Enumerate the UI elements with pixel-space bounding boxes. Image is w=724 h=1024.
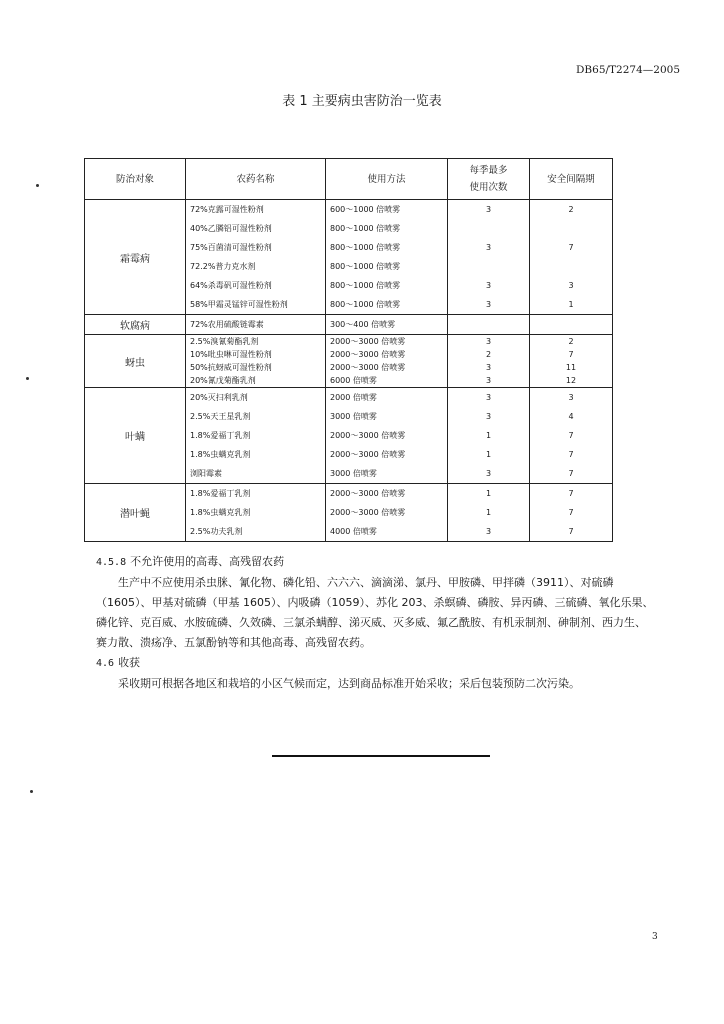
agent-line: 1.8%爱福丁乳剂: [190, 431, 251, 440]
interval-line: 7: [568, 243, 574, 252]
count-line: 3: [485, 412, 492, 421]
header-interval: 安全间隔期: [530, 159, 613, 200]
agent-line: 50%抗蚜威可湿性粉剂: [190, 363, 272, 372]
header-count: [448, 159, 530, 200]
count-line: 1: [485, 450, 492, 459]
agent-line: 72%克露可湿性粉剂: [190, 205, 264, 214]
agent-line: 72.2%普力克水剂: [190, 262, 256, 271]
count-line: 3: [485, 281, 492, 290]
interval-line: 7: [568, 489, 574, 498]
header-target: 防治对象: [85, 159, 186, 200]
interval-cell: [530, 388, 613, 484]
table-body: [85, 200, 613, 542]
interval-line: 4: [568, 412, 574, 421]
pest-target-cell: 软腐病: [85, 315, 186, 335]
interval-line: 7: [568, 350, 574, 359]
method-line: 600～1000 倍喷雾: [330, 205, 401, 214]
section-4-6-heading: [96, 653, 656, 674]
header-count-line2: 使用次数: [469, 182, 508, 193]
interval-line: 7: [568, 450, 574, 459]
interval-line: [530, 315, 612, 334]
agent-line: 64%杀毒矾可湿性粉剂: [190, 281, 272, 290]
table-row: [85, 484, 613, 542]
method-line: 800～1000 倍喷雾: [330, 224, 401, 233]
interval-line: 3: [568, 393, 574, 402]
method-line: 800～1000 倍喷雾: [330, 243, 401, 252]
agent-line: 75%百菌清可湿性粉剂: [190, 243, 272, 252]
count-line: 3: [485, 205, 492, 214]
method-line: 2000～3000 倍喷雾: [330, 450, 406, 459]
agent-line: 2.5%溴氰菊酯乳剂: [190, 337, 259, 346]
agent-line: 72%农用硫酸链霉素: [190, 320, 264, 329]
section-title: 收获: [118, 656, 141, 669]
method-cell: [326, 315, 448, 335]
agent-line: 浏阳霉素: [190, 469, 222, 478]
interval-line: 7: [568, 527, 574, 536]
body-text: [96, 552, 656, 694]
method-line: 2000～3000 倍喷雾: [330, 508, 406, 517]
section-number: 4.5.8: [96, 557, 127, 568]
count-line: 3: [485, 300, 492, 309]
method-line: 3000 倍喷雾: [330, 469, 377, 478]
count-cell: [448, 484, 530, 542]
interval-line: 11: [565, 363, 577, 372]
method-cell: [326, 484, 448, 542]
count-line: 1: [485, 508, 492, 517]
section-4-5-8-paragraph: 生产中不应使用杀虫脒、氰化物、磷化铅、六六六、滴滴涕、氯丹、甲胺磷、甲拌磷（3911）、对硫磷（1605）、甲基对硫磷（甲基 1605）、内吸磷（1059）、苏化 203、杀螟磷、磷胺、异丙磷、三硫磷、氧化乐果、磷化锌、克百威、水胺硫磷、久效磷、三氯杀螨醇、涕灭威、灭多威、氟乙酰胺、有机汞制剂、砷制剂、西力生、赛力散、溃疡净、五氯酚钠等和其他高毒、高残留农药。: [96, 576, 654, 649]
count-line: 3: [485, 376, 492, 385]
count-line: [448, 219, 529, 238]
count-line: 3: [485, 243, 492, 252]
method-line: 3000 倍喷雾: [330, 412, 377, 421]
count-line: 3: [485, 363, 492, 372]
interval-line: 7: [568, 469, 574, 478]
page-number: 3: [652, 932, 658, 942]
document-code: DB65/T2274—2005: [576, 64, 680, 76]
agent-line: 1.8%虫螨克乳剂: [190, 450, 251, 459]
agent-cell: [186, 484, 326, 542]
agent-line: 1.8%虫螨克乳剂: [190, 508, 251, 517]
agent-cell: [186, 315, 326, 335]
count-line: 3: [485, 337, 492, 346]
interval-line: 7: [568, 431, 574, 440]
agent-line: 20%灭扫利乳剂: [190, 393, 248, 402]
interval-line: 2: [568, 205, 574, 214]
agent-cell: [186, 388, 326, 484]
interval-line: [530, 257, 612, 276]
count-cell: [448, 335, 530, 388]
pest-target-cell: 蚜虫: [85, 335, 186, 388]
count-line: [448, 315, 529, 334]
section-4-6-paragraph: 采收期可根据各地区和栽培的小区气候而定，达到商品标准开始采收；采后包装预防二次污染。: [118, 677, 580, 690]
interval-line: 1: [568, 300, 574, 309]
method-line: 2000 倍喷雾: [330, 393, 377, 402]
agent-cell: [186, 200, 326, 315]
table-row: [85, 335, 613, 388]
count-line: 1: [485, 489, 492, 498]
interval-cell: [530, 484, 613, 542]
scan-speck: [26, 377, 29, 380]
method-cell: [326, 335, 448, 388]
scan-speck: [30, 790, 33, 793]
method-line: 6000 倍喷雾: [330, 376, 377, 385]
interval-line: 7: [568, 508, 574, 517]
header-count-line1: 每季最多: [469, 165, 508, 176]
interval-cell: [530, 335, 613, 388]
section-title: 不允许使用的高毒、高残留农药: [130, 555, 285, 568]
agent-line: 10%吡虫啉可湿性粉剂: [190, 350, 272, 359]
count-line: 2: [485, 350, 492, 359]
pest-control-table: [84, 158, 613, 542]
count-line: 3: [485, 469, 492, 478]
method-cell: [326, 200, 448, 315]
method-line: 2000～3000 倍喷雾: [330, 363, 406, 372]
method-line: 4000 倍喷雾: [330, 527, 377, 536]
pest-target-cell: 叶螨: [85, 388, 186, 484]
closing-rule: [272, 755, 490, 757]
agent-line: 58%甲霜灵锰锌可湿性粉剂: [190, 300, 288, 309]
table-title: 表 1 主要病虫害防治一览表: [282, 94, 442, 109]
interval-line: 2: [568, 337, 574, 346]
agent-line: 40%乙膦铝可湿性粉剂: [190, 224, 272, 233]
table-row: [85, 200, 613, 315]
count-cell: [448, 200, 530, 315]
count-line: [448, 257, 529, 276]
agent-line: 2.5%功夫乳剂: [190, 527, 243, 536]
method-line: 2000～3000 倍喷雾: [330, 350, 406, 359]
agent-cell: [186, 335, 326, 388]
header-agent: 农药名称: [186, 159, 326, 200]
scan-speck: [36, 184, 39, 187]
method-line: 800～1000 倍喷雾: [330, 262, 401, 271]
count-line: 3: [485, 393, 492, 402]
method-line: 800～1000 倍喷雾: [330, 281, 401, 290]
count-cell: [448, 388, 530, 484]
section-number: 4.6: [96, 658, 115, 669]
count-cell: [448, 315, 530, 335]
interval-cell: [530, 200, 613, 315]
count-line: 3: [485, 527, 492, 536]
method-cell: [326, 388, 448, 484]
pest-target-cell: 霜霉病: [85, 200, 186, 315]
method-line: 300～400 倍喷雾: [330, 320, 396, 329]
pest-target-cell: 潜叶蝇: [85, 484, 186, 542]
interval-line: 12: [565, 376, 577, 385]
count-line: 1: [485, 431, 492, 440]
table-row: [85, 388, 613, 484]
interval-cell: [530, 315, 613, 335]
method-line: 2000～3000 倍喷雾: [330, 337, 406, 346]
interval-line: 3: [568, 281, 574, 290]
agent-line: 1.8%爱福丁乳剂: [190, 489, 251, 498]
method-line: 2000～3000 倍喷雾: [330, 431, 406, 440]
method-line: 2000～3000 倍喷雾: [330, 489, 406, 498]
agent-line: 2.5%天王星乳剂: [190, 412, 251, 421]
interval-line: [530, 219, 612, 238]
method-line: 800～1000 倍喷雾: [330, 300, 401, 309]
header-method: 使用方法: [326, 159, 448, 200]
table-row: [85, 315, 613, 335]
section-4-5-8-heading: [96, 552, 656, 573]
table-header-row: [85, 159, 613, 200]
agent-line: 20%氰戊菊酯乳剂: [190, 376, 256, 385]
